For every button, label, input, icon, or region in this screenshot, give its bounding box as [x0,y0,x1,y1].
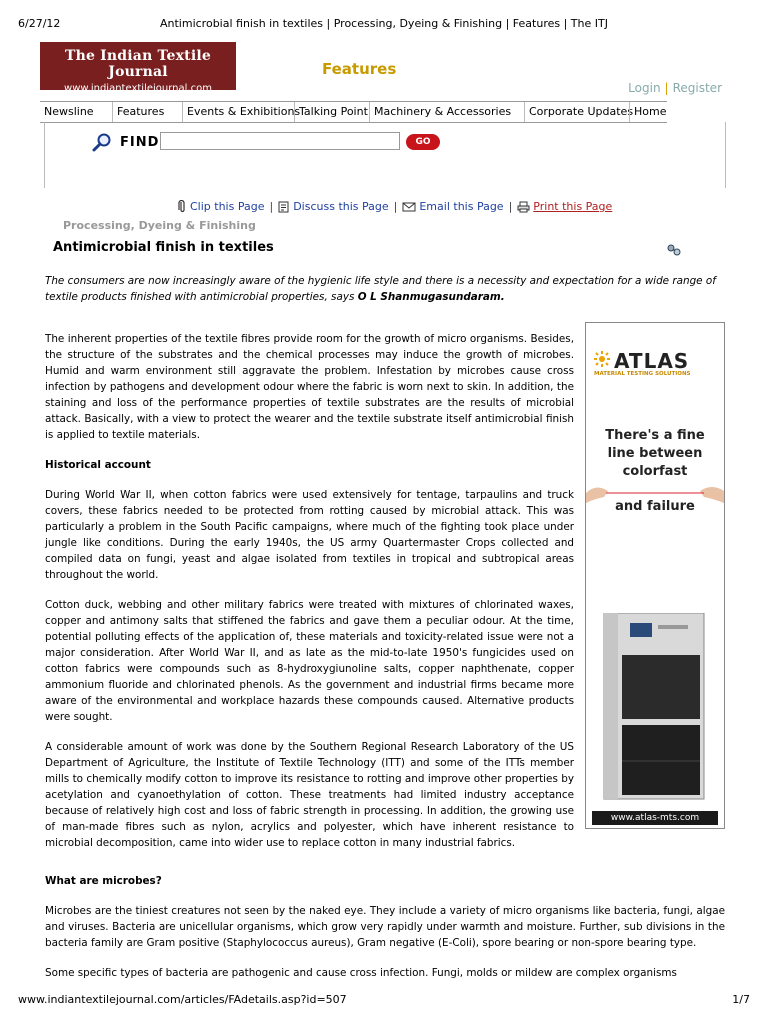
find-label: FIND [120,135,160,150]
email-action[interactable] [402,200,503,213]
subheading: Historical account [45,459,151,471]
ad-url: www.atlas-mts.com [592,811,718,825]
ad-machine-image [600,613,708,803]
paragraph: Some specific types of bacteria are pathogenic and cause cross infection. Fungi, molds or mildew are complex organisms [45,967,677,979]
paragraph: Microbes are the tiniest creatures not seen by the naked eye. They include a variety of micro organisms like bacteria, fungi, algae and viruses. Bacteria are unicellular organisms, which grow very rapidly under warmth and moisture. Further, sub divisions in the bacteria family are Gram positive (Staphylococcus aureus), Gram negative (E-Coli), spore bearing or non-spore bearing type. [45,905,725,949]
search-input[interactable] [160,132,400,150]
action-separator: | [393,200,398,213]
nav-item[interactable]: Machinery & Accessories [369,102,524,122]
nav-item[interactable]: Newsline [44,105,94,118]
author-name: O L Shanmugasundaram. [357,291,505,303]
share-icon[interactable] [665,241,683,259]
main-nav [40,101,667,123]
ad-tagline: MATERIAL TESTING SOLUTIONS [594,371,691,377]
paragraph: The inherent properties of the textile fibres provide room for the growth of micro organisms. Besides, the structure of the substrates and the chemical processes may induce the growth of microbes. Humid and warm environment still aggravate the problem. Infestation by microbes cause cross infection by pathogens and development odour where the fabric is worn next to skin. In addition, the staining and loss of the performance properties of textile substrates are the results of microbial attack. Basically, with a view to protect the wearer and the textile substrate itself antimicrobial finish is applied to textile materials. [45,333,574,441]
ad-copy-line: line between [607,446,703,461]
print-link[interactable]: Print this Page [533,200,613,213]
discuss-action[interactable] [278,200,388,213]
discuss-link[interactable]: Discuss this Page [293,200,389,213]
email-link[interactable]: Email this Page [419,200,504,213]
atlas-logo-icon [594,351,610,367]
print-footer-url: www.indiantextilejournal.com/articles/FAdetails.asp?id=507 [18,993,347,1006]
paragraph: A considerable amount of work was done by the Southern Regional Research Laboratory of the US Department of Agriculture, the Institute of Textile Technology (ITT) and some of the ITTs member mills to chemically modify cotton to improve its resistance to rotting and improve other properties by acetylation and cyanoethylation of cotton. These treatments had limited industry acceptance because of relatively high cost and loss of fabric strength in processing. In addition, the growing use of man-made fibres such as nylon, acrylics and polyester, which have inherent resistance to microbial decomposition, came into wider use to replace cotton in many industrial fabrics. [45,741,574,849]
subheading: What are microbes? [45,875,162,887]
logo-title: The Indian Textile Journal [64,48,211,80]
action-separator: | [269,200,274,213]
article-body-full [45,873,725,995]
section-heading: Features [322,60,397,78]
site-logo[interactable] [40,42,236,94]
ad-copy-line: colorfast [622,464,688,479]
atlas-advertisement[interactable] [585,322,725,829]
print-page-title: Antimicrobial finish in textiles | Processing, Dyeing & Finishing | Features | The ITJ [160,17,608,30]
nav-item[interactable]: Home [629,102,667,122]
nav-item[interactable]: Events & Exhibitions [182,102,294,122]
paperclip-icon [178,200,187,213]
auth-links [628,81,722,95]
nav-item[interactable]: Corporate Updates [524,102,629,122]
print-page-number: 1/7 [732,993,750,1006]
article-intro [45,273,725,305]
ad-copy-line: and failure [615,499,695,514]
clip-action[interactable] [178,200,264,213]
print-action[interactable] [517,200,612,213]
envelope-icon [402,202,416,212]
discuss-icon [278,201,290,213]
nav-item[interactable]: Features [112,102,182,122]
article-title: Antimicrobial finish in textiles [53,240,274,255]
paragraph: During World War II, when cotton fabrics were used extensively for tentage, tarpaulins and truck covers, these fabrics needed to be protected from rotting caused by microbial attack. This was particularly a problem in the South Pacific campaigns, where much of the fighting took place under jungle like conditions. During the early 1940s, the US army Quartermaster Crops collected and compiled data on fungi, yeast and algae isolated from textiles in tropical and subtropical areas throughout the world. [45,489,574,581]
auth-separator: | [664,81,669,95]
ad-copy-line: There's a fine [605,428,705,443]
action-separator: | [508,200,513,213]
login-link[interactable]: Login [628,81,661,95]
paragraph: Cotton duck, webbing and other military fabrics were treated with mixtures of chlorinated waxes, copper and antimony salts that stiffened the fabrics and gave them a peculiar odour. At the time, potential polluting effects of the application of, these materials and toxicity-related issue were not a major consideration. After World War II, and as late as the mid-to-late 1950's fungicides used on cotton fabrics were compounds such as 8-hydroxygiunoline salts, copper naphthenate, copper ammonium fluoride and chlorinated phenols. As the government and industrial firms became more aware of the environmental and workplace hazards these compounds caused. Alternative products were sought. [45,599,574,723]
go-button[interactable]: GO [406,134,440,150]
article-body-column [45,331,574,865]
print-date: 6/27/12 [18,17,61,30]
ad-brand: ATLAS [614,349,690,373]
clip-link[interactable]: Clip this Page [190,200,265,213]
intro-text: The consumers are now increasingly aware of the hygienic life style and there is a necessity and expectation for a wide range of textile products finished with antimicrobial properties, says [45,275,716,303]
page-actions [178,200,612,213]
printer-icon [517,201,530,213]
breadcrumb[interactable]: Processing, Dyeing & Finishing [63,219,256,232]
magnifier-icon [92,132,112,152]
register-link[interactable]: Register [672,81,722,95]
logo-url: www.indiantextilejournal.com [64,83,212,94]
nav-item[interactable]: Talking Point [294,102,369,122]
